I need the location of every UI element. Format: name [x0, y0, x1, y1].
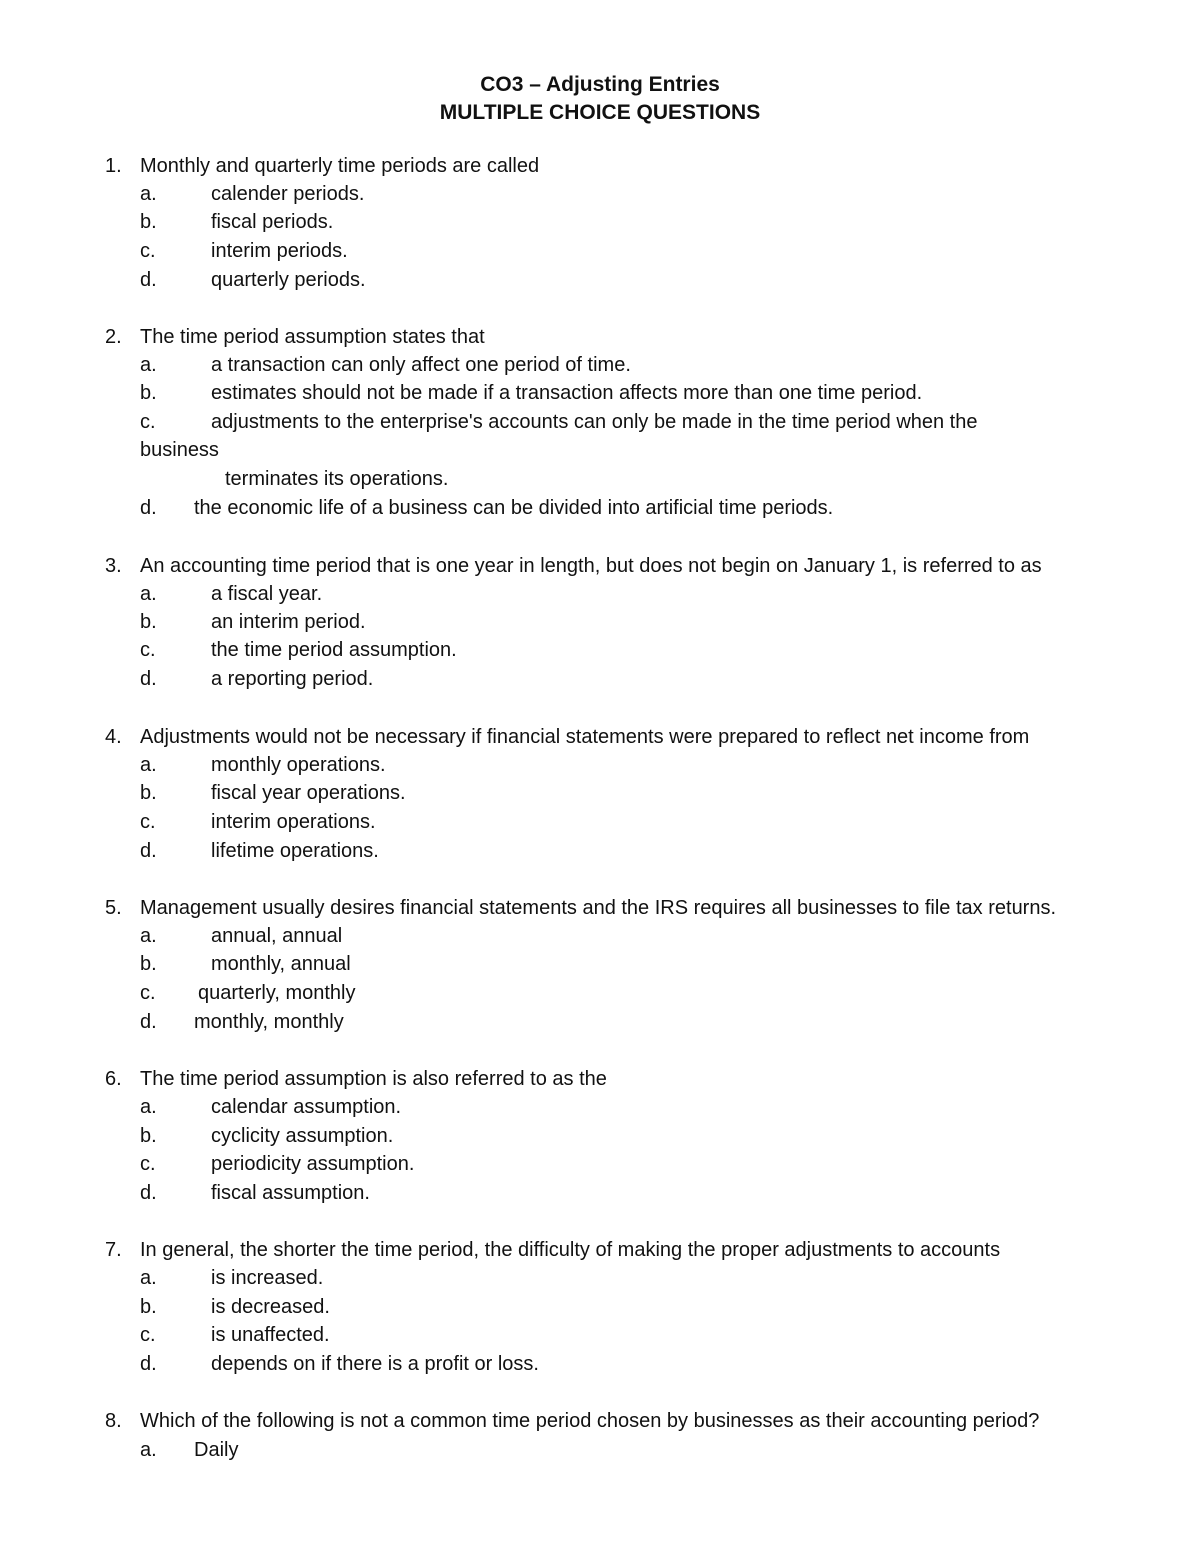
option-text: calender periods.: [211, 183, 365, 205]
option-letter: c.: [140, 639, 156, 661]
option-letter: d.: [140, 497, 157, 519]
question-text: An accounting time period that is one year in length, but does not begin on January 1, is referred to as: [140, 555, 1042, 577]
option-text: monthly operations.: [211, 754, 386, 776]
option-letter: c.: [140, 982, 156, 1004]
option-letter: b.: [140, 611, 157, 633]
question-text: The time period assumption states that: [140, 326, 485, 348]
option-text: annual, annual: [211, 925, 343, 947]
option-letter: c.: [140, 240, 156, 262]
option-text: estimates should not be made if a transaction affects more than one time period.: [211, 382, 923, 404]
option-text: adjustments to the enterprise's accounts can only be made in the time period when the: [211, 411, 978, 433]
question-number: 7.: [105, 1239, 122, 1261]
question-text: Management usually desires financial statements and the IRS requires all businesses to file tax returns.: [140, 897, 1057, 919]
option-letter: d.: [140, 269, 157, 291]
option-text: the economic life of a business can be divided into artificial time periods.: [194, 497, 834, 519]
option-text: is increased.: [211, 1267, 324, 1289]
option-letter: a.: [140, 1267, 157, 1289]
option-letter: b.: [140, 211, 157, 233]
question-number: 1.: [105, 155, 122, 177]
option-text: fiscal periods.: [211, 211, 334, 233]
option-letter: b.: [140, 1296, 157, 1318]
question-number: 5.: [105, 897, 122, 919]
document-title: CO3 – Adjusting Entries: [480, 73, 720, 96]
option-text: fiscal year operations.: [211, 782, 406, 804]
option-text: interim periods.: [211, 240, 348, 262]
option-text: cyclicity assumption.: [211, 1125, 394, 1147]
option-text: depends on if there is a profit or loss.: [211, 1353, 539, 1375]
option-text: a reporting period.: [211, 668, 374, 690]
option-text-continued: terminates its operations.: [225, 468, 449, 490]
option-letter: a.: [140, 1096, 157, 1118]
option-letter: c.: [140, 1324, 156, 1346]
question-number: 8.: [105, 1410, 122, 1432]
question-text: Monthly and quarterly time periods are called: [140, 155, 540, 177]
option-text: Daily: [194, 1439, 239, 1461]
option-text: an interim period.: [211, 611, 366, 633]
question-number: 2.: [105, 326, 122, 348]
option-text: quarterly, monthly: [198, 982, 356, 1004]
option-letter: c.: [140, 411, 156, 433]
question-text: Adjustments would not be necessary if financial statements were prepared to reflect net income from: [140, 726, 1030, 748]
option-letter: b.: [140, 953, 157, 975]
option-letter: c.: [140, 1153, 156, 1175]
option-text: the time period assumption.: [211, 639, 457, 661]
question-number: 3.: [105, 555, 122, 577]
option-letter: a.: [140, 354, 157, 376]
option-letter: b.: [140, 1125, 157, 1147]
option-text: quarterly periods.: [211, 269, 366, 291]
option-letter: a.: [140, 583, 157, 605]
question-text: Which of the following is not a common time period chosen by businesses as their accounting period?: [140, 1410, 1040, 1432]
question-number: 6.: [105, 1068, 122, 1090]
option-text: a fiscal year.: [211, 583, 323, 605]
option-text: periodicity assumption.: [211, 1153, 415, 1175]
option-letter: d.: [140, 1182, 157, 1204]
option-letter: a.: [140, 925, 157, 947]
option-letter: d.: [140, 668, 157, 690]
option-letter: d.: [140, 1011, 157, 1033]
question-text: The time period assumption is also referred to as the: [140, 1068, 607, 1090]
option-letter: a.: [140, 183, 157, 205]
option-text: monthly, annual: [211, 953, 351, 975]
option-letter: b.: [140, 382, 157, 404]
option-text: fiscal assumption.: [211, 1182, 370, 1204]
option-text: a transaction can only affect one period of time.: [211, 354, 631, 376]
question-text: In general, the shorter the time period, the difficulty of making the proper adjustments to accounts: [140, 1239, 1001, 1261]
option-letter: b.: [140, 782, 157, 804]
option-text: is unaffected.: [211, 1324, 330, 1346]
option-text: is decreased.: [211, 1296, 330, 1318]
question-number: 4.: [105, 726, 122, 748]
document-subtitle: MULTIPLE CHOICE QUESTIONS: [439, 101, 761, 124]
option-text: calendar assumption.: [211, 1096, 402, 1118]
option-text: interim operations.: [211, 811, 376, 833]
option-letter: d.: [140, 1353, 157, 1375]
option-letter: a.: [140, 1439, 157, 1461]
option-text-continued: business: [140, 439, 219, 461]
option-text: lifetime operations.: [211, 840, 379, 862]
option-letter: d.: [140, 840, 157, 862]
option-letter: a.: [140, 754, 157, 776]
option-letter: c.: [140, 811, 156, 833]
option-text: monthly, monthly: [194, 1011, 344, 1033]
